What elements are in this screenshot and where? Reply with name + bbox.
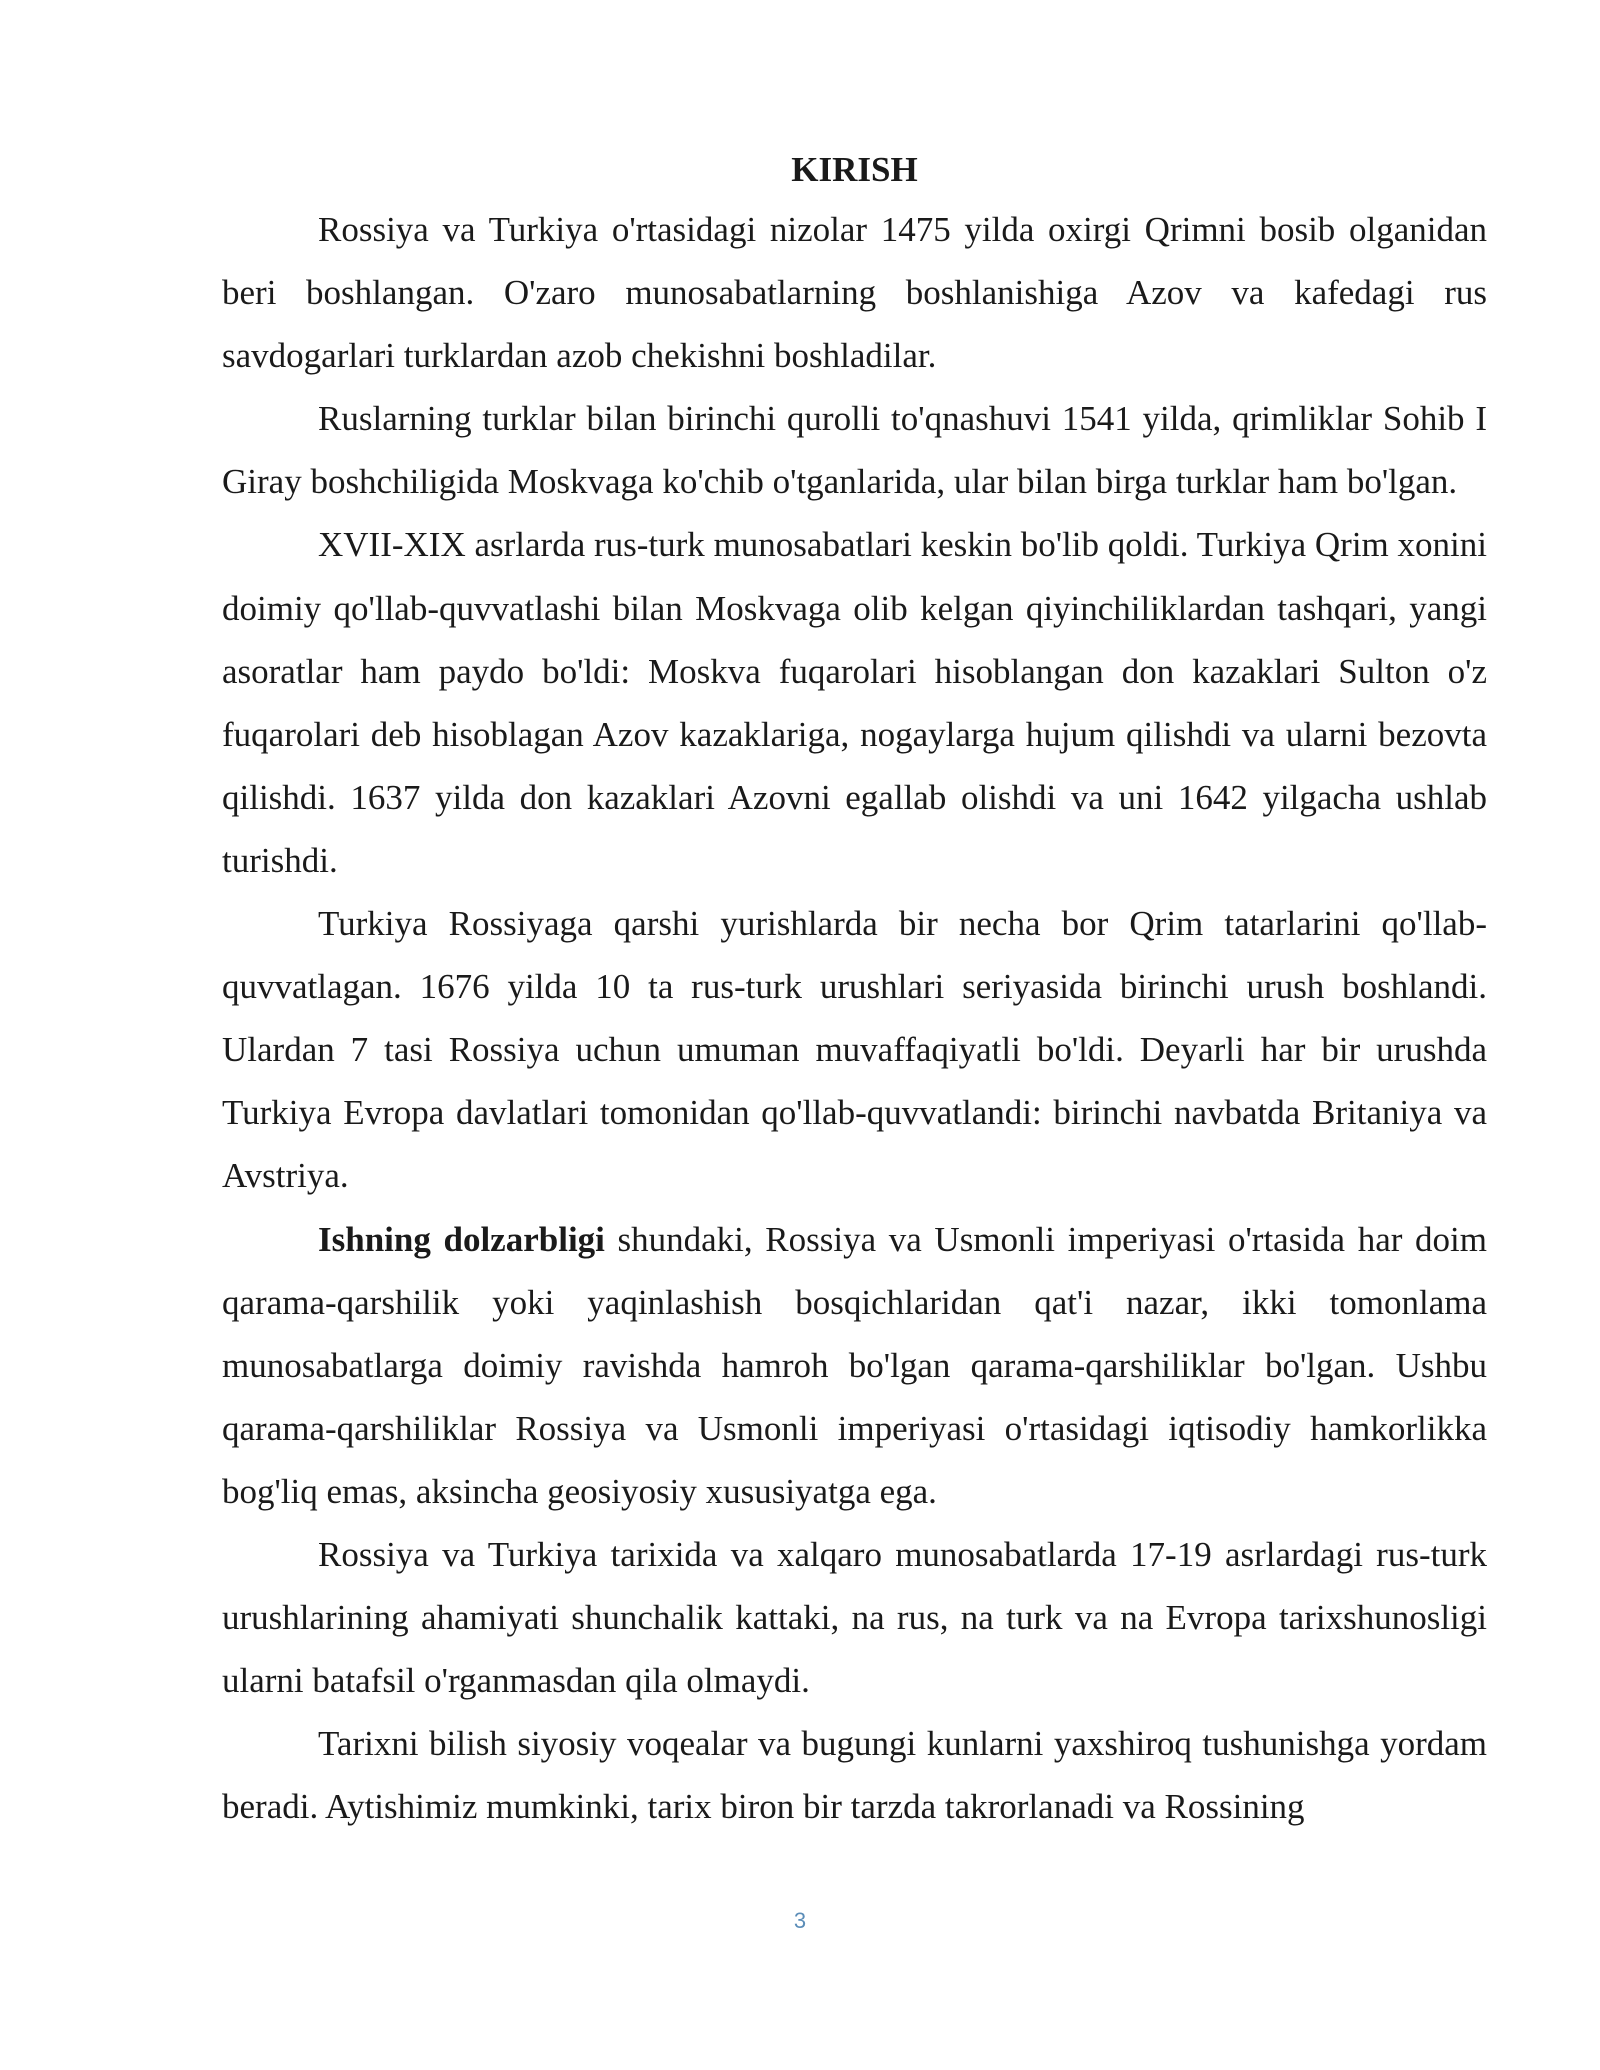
paragraph-relevance — [222, 1208, 1487, 1523]
paragraph-1: Rossiya va Turkiya o'rtasidagi nizolar 1475 yilda oxirgi Qrimni bosib olganidan beri boshlangan. O'zaro munosabatlarning boshlanishiga Azov va kafedagi rus savdogarlari turklardan azob chekishni boshladilar. — [222, 210, 1487, 376]
paragraph-4: Turkiya Rossiyaga qarshi yurishlarda bir necha bor Qrim tatarlarini qo'llab-quvvatlagan. 1676 yilda 10 ta rus-turk urushlari seriyasida birinchi urush boshlandi. Ulardan 7 tasi Rossiya uchun umuman muvaffaqiyatli bo'ldi. Deyarli har bir urushda Turkiya Evropa davlatlari tomonidan qo'llab-quvvatlandi: birinchi navbatda Britaniya va Avstriya. — [222, 904, 1487, 1196]
paragraph-6: Rossiya va Turkiya tarixida va xalqaro munosabatlarda 17-19 asrlardagi rus-turk urushlarining ahamiyati shunchalik kattaki, na rus, na turk va na Evropa tarixshunosligi ularni batafsil o'rganmasdan qila olmaydi. — [222, 1534, 1487, 1701]
document-body — [222, 148, 1487, 1838]
paragraph-7: Tarixni bilish siyosiy voqealar va bugungi kunlarni yaxshiroq tushunishga yordam beradi. Aytishimiz mumkinki, tarix biron bir tarzda takrorlanadi va Rossining — [222, 1724, 1487, 1827]
relevance-lead: Ishning dolzarbligi — [318, 1219, 605, 1259]
page-title: KIRISH — [791, 150, 918, 189]
paragraph-3: XVII-XIX asrlarda rus-turk munosabatlari keskin bo'lib qoldi. Turkiya Qrim xonini doimiy qo'llab-quvvatlashi bilan Moskvaga olib kelgan qiyinchiliklardan tashqari, yangi asoratlar ham paydo bo'ldi: Moskva fuqarolari hisoblangan don kazaklari Sulton o'z fuqarolari deb hisoblagan Azov kazaklariga, nogaylarga hujum qilishdi va ularni bezovta qilishdi. 1637 yilda don kazaklari Azovni egallab olishdi va uni 1642 yilgacha ushlab turishdi. — [222, 525, 1487, 880]
relevance-text: shundaki, Rossiya va Usmonli imperiyasi o'rtasida har doim qarama-qarshilik yoki yaqinlashish bosqichlaridan qat'i nazar, ikki tomonlama munosabatlarga doimiy ravishda hamroh bo'lgan qarama-qarshiliklar bo'lgan. Ushbu qarama-qarshiliklar Rossiya va Usmonli imperiyasi o'rtasidagi iqtisodiy hamkorlikka bog'liq emas, aksincha geosiyosiy xususiyatga ega. — [222, 1219, 1487, 1511]
paragraph-2: Ruslarning turklar bilan birinchi qurolli to'qnashuvi 1541 yilda, qrimliklar Sohib I Giray boshchiligida Moskvaga ko'chib o'tganlarida, ular bilan birga turklar ham bo'lgan. — [222, 399, 1487, 502]
page-number: 3 — [793, 1908, 807, 1933]
